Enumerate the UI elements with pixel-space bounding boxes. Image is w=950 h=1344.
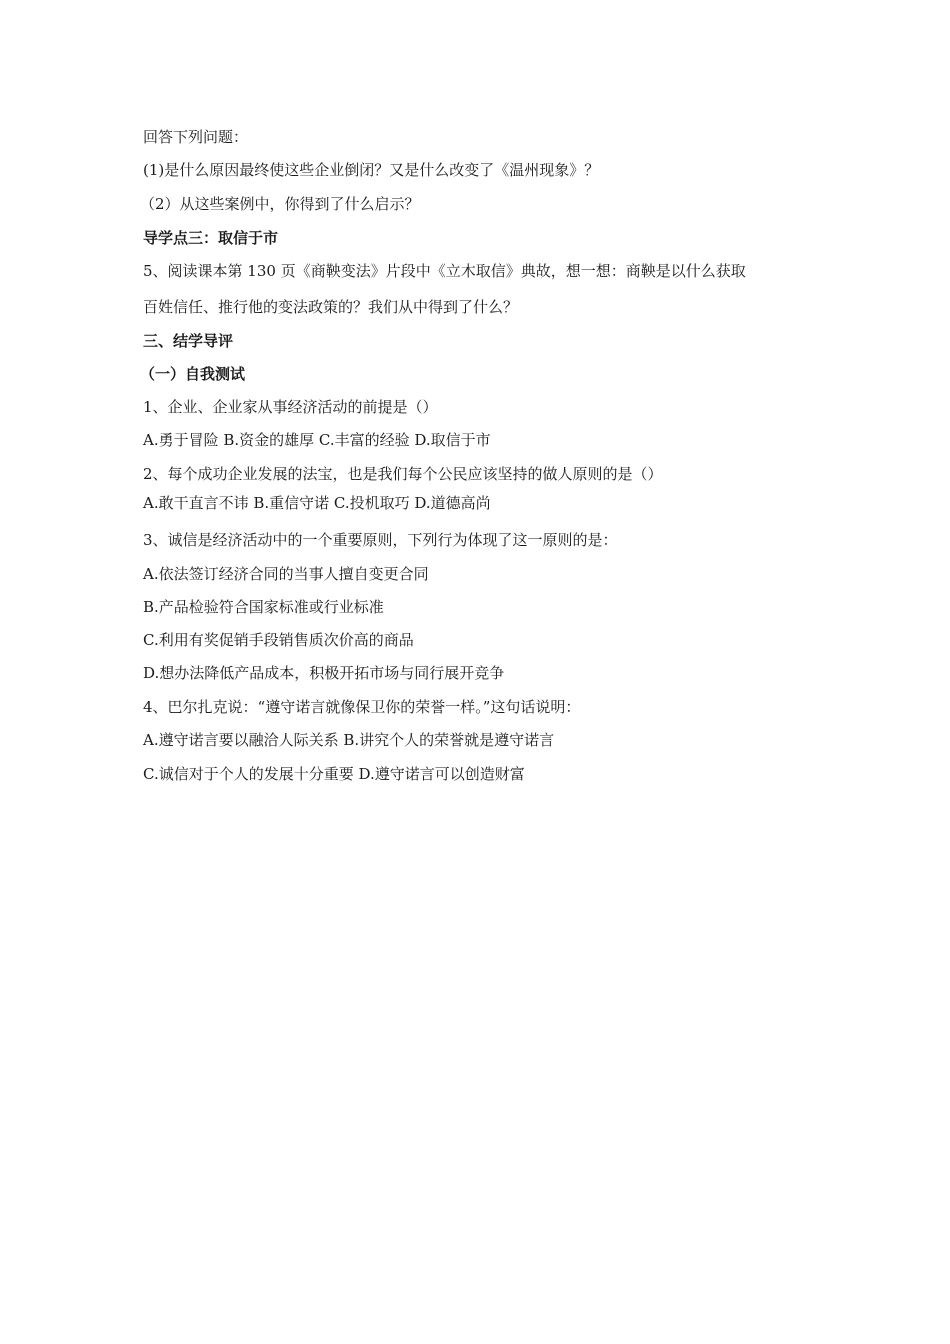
- test-question-4: 4、巴尔扎克说：“遵守诺言就像保卫你的荣誉一样。”这句话说明：: [143, 698, 581, 716]
- question-1: (1)是什么原因最终使这些企业倒闭？又是什么改变了《温州现象》？: [143, 161, 600, 179]
- item-5-line-1: 5、阅读课本第 130 页《商鞅变法》片段中《立木取信》典故，想一想：商鞅是以什么获取: [143, 262, 746, 280]
- test-question-3: 3、诚信是经济活动中的一个重要原则，下列行为体现了这一原则的是：: [143, 531, 618, 549]
- test-question-2: 2、每个成功企业发展的法宝，也是我们每个公民应该坚持的做人原则的是（）: [143, 465, 663, 483]
- question-2: （2）从这些案例中，你得到了什么启示？: [140, 195, 420, 213]
- part-3-heading: 三、结学导评: [143, 332, 234, 350]
- item-5-line-2: 百姓信任、推行他的变法政策的？我们从中得到了什么？: [143, 298, 519, 316]
- test-question-3-option-a: A.依法签订经济合同的当事人擅自变更合同: [143, 565, 429, 583]
- test-question-3-option-b: B.产品检验符合国家标准或行业标准: [143, 598, 384, 616]
- questions-intro: 回答下列问题：: [143, 128, 249, 146]
- test-question-1: 1、企业、企业家从事经济活动的前提是（）: [143, 398, 438, 416]
- test-question-3-option-c: C.利用有奖促销手段销售质次价高的商品: [143, 631, 414, 649]
- test-question-4-options-cd: C.诚信对于个人的发展十分重要 D.遵守诺言可以创造财富: [143, 765, 525, 783]
- section-3-heading: 导学点三：取信于市: [143, 229, 279, 247]
- test-question-4-options-ab: A.遵守诺言要以融洽人际关系 B.讲究个人的荣誉就是遵守诺言: [143, 731, 555, 749]
- self-test-heading: （一）自我测试: [140, 365, 246, 383]
- test-question-3-option-d: D.想办法降低产品成本，积极开拓市场与同行展开竞争: [143, 664, 505, 682]
- test-question-1-options: A.勇于冒险 B.资金的雄厚 C.丰富的经验 D.取信于市: [143, 431, 491, 449]
- test-question-2-options: A.敢干直言不讳 B.重信守诺 C.投机取巧 D.道德高尚: [143, 494, 491, 512]
